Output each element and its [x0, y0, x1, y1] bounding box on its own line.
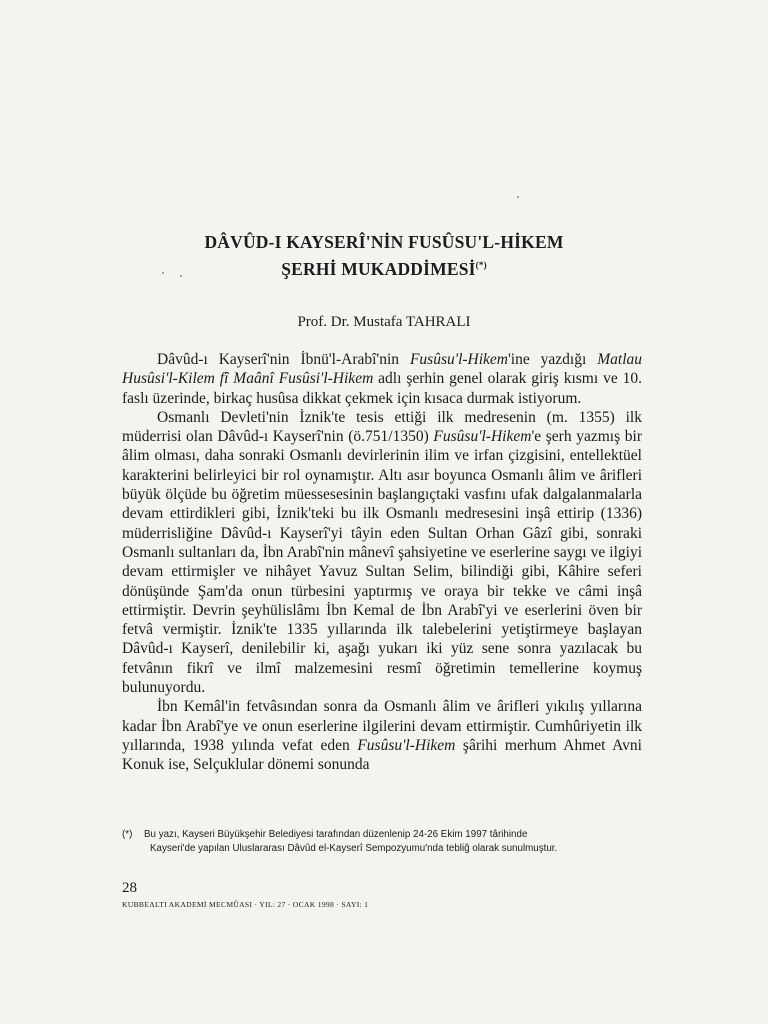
body-paragraph — [122, 697, 642, 774]
article-title-line1: DÂVÛD-I KAYSERÎ'NİN FUSÛSU'L-HİKEM — [204, 232, 564, 252]
footnote-reference: (*) — [475, 260, 487, 270]
footnote-mark: (*) — [122, 829, 133, 840]
footnote-line — [122, 828, 682, 842]
footnote-text-2: Kayseri'de yapılan Uluslararası Dâvûd el-Kayserî Sempozyumu'nda tebliğ olarak sunulmuştur. — [150, 843, 558, 854]
body-paragraph — [122, 408, 642, 697]
footnote-text-1: Bu yazı, Kayseri Büyükşehir Belediyesi tarafından düzenlenip 24-26 Ekim 1997 târihinde — [144, 829, 528, 840]
paragraph-text: şârihi merhum Ahmet Avni Konuk ise, Selçuklular dönemi sonunda — [122, 736, 642, 774]
paragraph-text: adlı şerhin genel olarak giriş kısmı ve 10. faslı üzerinde, birkaç husûsa dikkat çekmek için kısaca durmak istiyorum. — [122, 370, 642, 407]
author-name: Prof. Dr. Mustafa TAHRALI — [297, 314, 471, 330]
scan-speck — [517, 196, 519, 198]
italic-title-text: Fusûsu'l-Hikem — [409, 351, 508, 368]
italic-title-text: Fusûsu'l-Hikem — [433, 428, 532, 446]
article-title-line2 — [0, 259, 768, 280]
article-title-line2-text: ŞERHİ MUKADDİMESİ — [281, 259, 476, 279]
page-number: 28 — [122, 880, 137, 896]
body-paragraph — [122, 350, 642, 408]
paragraph-text: Dâvûd-ı Kayserî'nin İbnü'l-Arabî'nin — [157, 351, 410, 368]
paragraph-text: Osmanlı Devleti'nin İznik'te tesis ettiği ilk medresenin (m. 1355) ilk müderrisi olan Dâvûd-ı Kayserî'nin (ö.751/1350) — [122, 408, 642, 446]
footnote — [122, 828, 682, 856]
journal-footer: KUBBEALTI AKADEMİ MECMÛASI · YIL: 27 · OCAK 1998 · SAYI: 1 — [122, 900, 369, 909]
article-body — [122, 350, 642, 775]
italic-title-text: Matlau Husûsi'l-Kilem fî Maânî Fusûsi'l-Hikem — [122, 351, 643, 388]
paragraph-text: 'e şerh yazmış bir âlim olması, daha sonraki Osmanlı devirlerinin ilim ve irfan çizgisini, entellektüel karakterini belirleyici bir rol oynamıştır. Altı asır boyunca Osmanlı âlim ve ârifleri büyük ölçüde bu öğretim müessesesinin başlangıçtaki vasfını ufak dalgalanmalarla devam ettirdikleri gibi, İznik'teki bu ilk Osmanlı medresesini inşâ ettirip (1336) müderrisliğine Dâvûd-ı Kayserî'yi tâyin eden Sultan Orhan Gâzî gibi, sonraki Osmanlı sultanları da, İbn Arabî'nin mânevî şahsiyetine ve eserlerine saygı ve ilgiyi devam ettirmişler ve nihâyet Yavuz Sultan Selim, bilindiği gibi, Kâhire seferi dönüşünde Şam'da onun türbesini yaptırmış ve oraya bir tekke ve câmi inşâ ettirmiştir. Devrin şeyhülislâmı İbn Kemal de İbn Arabî'yi ve eserlerini öven bir fetvâ vermiştir. İznik'te 1335 yıllarında ilk talebelerini yetiştirmeye başlayan Dâvûd-ı Kayserî, denilebilir ki, aşağı yukarı iki yüz sene sonra yazılacak bu fetvânın fikrî ve ilmî malzemesini resmî öğretimin temellerine koymuş bulunuyordu. — [122, 428, 642, 697]
italic-title-text: Fusûsu'l-Hikem — [357, 736, 456, 754]
paragraph-text: İbn Kemâl'in fetvâsından sonra da Osmanlı âlim ve ârifleri yıkılış yıllarına kadar İbn Arabî'ye ve onun eserlerine ilgilerini devam ettirmiştir. Cumhûriyetin ilk yıllarında, 1938 yılında vefat eden — [122, 698, 642, 754]
paragraph-text: 'ine yazdığı — [508, 351, 598, 368]
